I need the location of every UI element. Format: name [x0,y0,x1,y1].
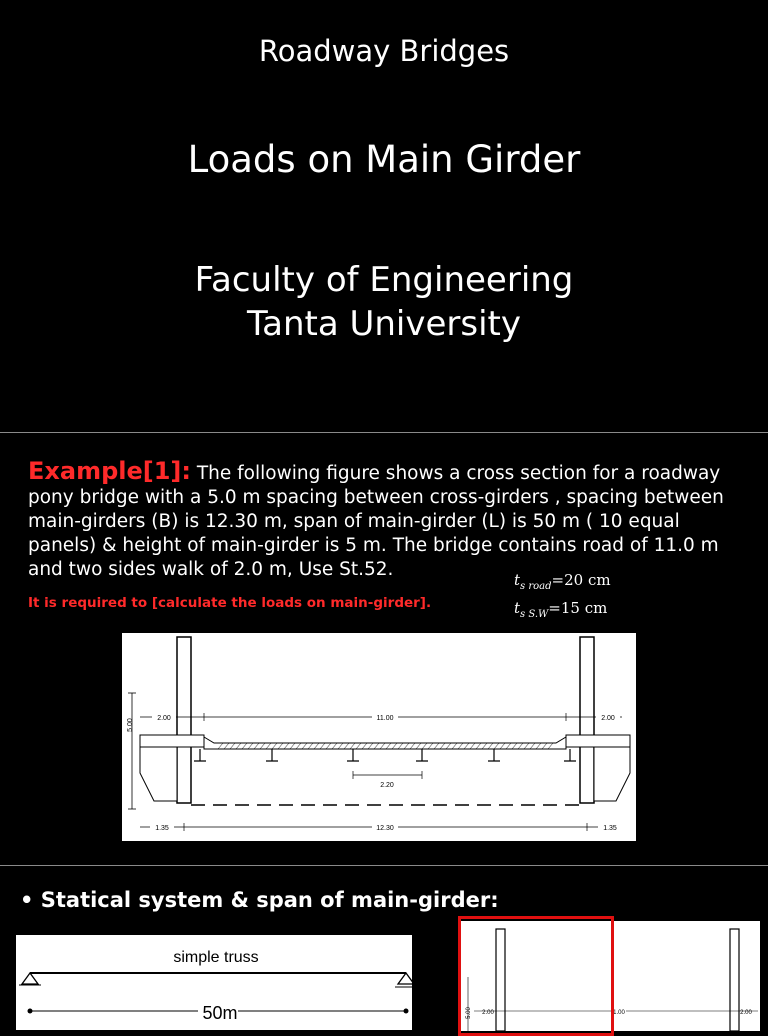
faculty-line: Faculty of Engineering [194,260,574,300]
height-dim-label: 5.00 [127,718,134,732]
mini-dim-left: 2.00 [482,1010,494,1016]
roller-support-icon [398,973,412,984]
slide-title: Loads on Main Girder [187,138,581,181]
example-label: Example[1]: [28,457,191,485]
road-width-dim: 11.00 [376,715,394,722]
main-girder-right [580,637,594,803]
requirement-text: It is required to [calculate the loads on main-girder]. [28,595,432,611]
mini-dim-right: 2.00 [740,1010,752,1016]
example-slide [0,433,768,865]
girder-spacing-dim: 12.30 [376,825,394,832]
stringers [194,749,576,761]
truss-label: simple truss [173,949,259,966]
example-paragraph [28,459,748,582]
thickness-road: $t_{s road}=20$ cm [514,571,611,592]
pin-support-icon [22,973,38,984]
cantilever-left-dim: 1.35 [155,825,169,832]
highlight-box [458,916,614,1036]
university-line: Tanta University [246,304,521,344]
cantilever-right-dim: 1.35 [603,825,617,832]
sidewalk-left-dim: 2.00 [157,715,171,722]
title-slide [0,0,768,432]
span-label: 50m [202,1003,238,1023]
bullet-heading: • Statical system & span of main-girder: [20,888,499,912]
statical-system-slide [0,866,768,1024]
thickness-sidewalk: $t_{s S.W}=15$ cm [514,599,608,620]
slide-subtitle: Roadway Bridges [258,34,510,68]
simple-truss-figure [16,935,412,1030]
main-girder-left [177,637,191,803]
faculty-block [0,258,768,346]
stringer-spacing-dim: 2.20 [380,782,394,789]
cross-section-figure [122,633,636,841]
mini-dim-mid: 1.00 [613,1010,625,1016]
mini-height-dim: 5.00 [466,1007,472,1019]
example-text: The following figure shows a cross section for a roadway pony bridge with a 5.0 m spacing between cross-girders , spacing between main-girders (B) is 12.30 m, span of main-girder (L) is 50 m ( 10 equal panels) & height of main-girder is 5 m. The bridge contains road of 11.0 m and two sides walk of 2.0 m, Use St.52. [28,463,724,580]
sidewalk-right-dim: 2.00 [601,715,615,722]
